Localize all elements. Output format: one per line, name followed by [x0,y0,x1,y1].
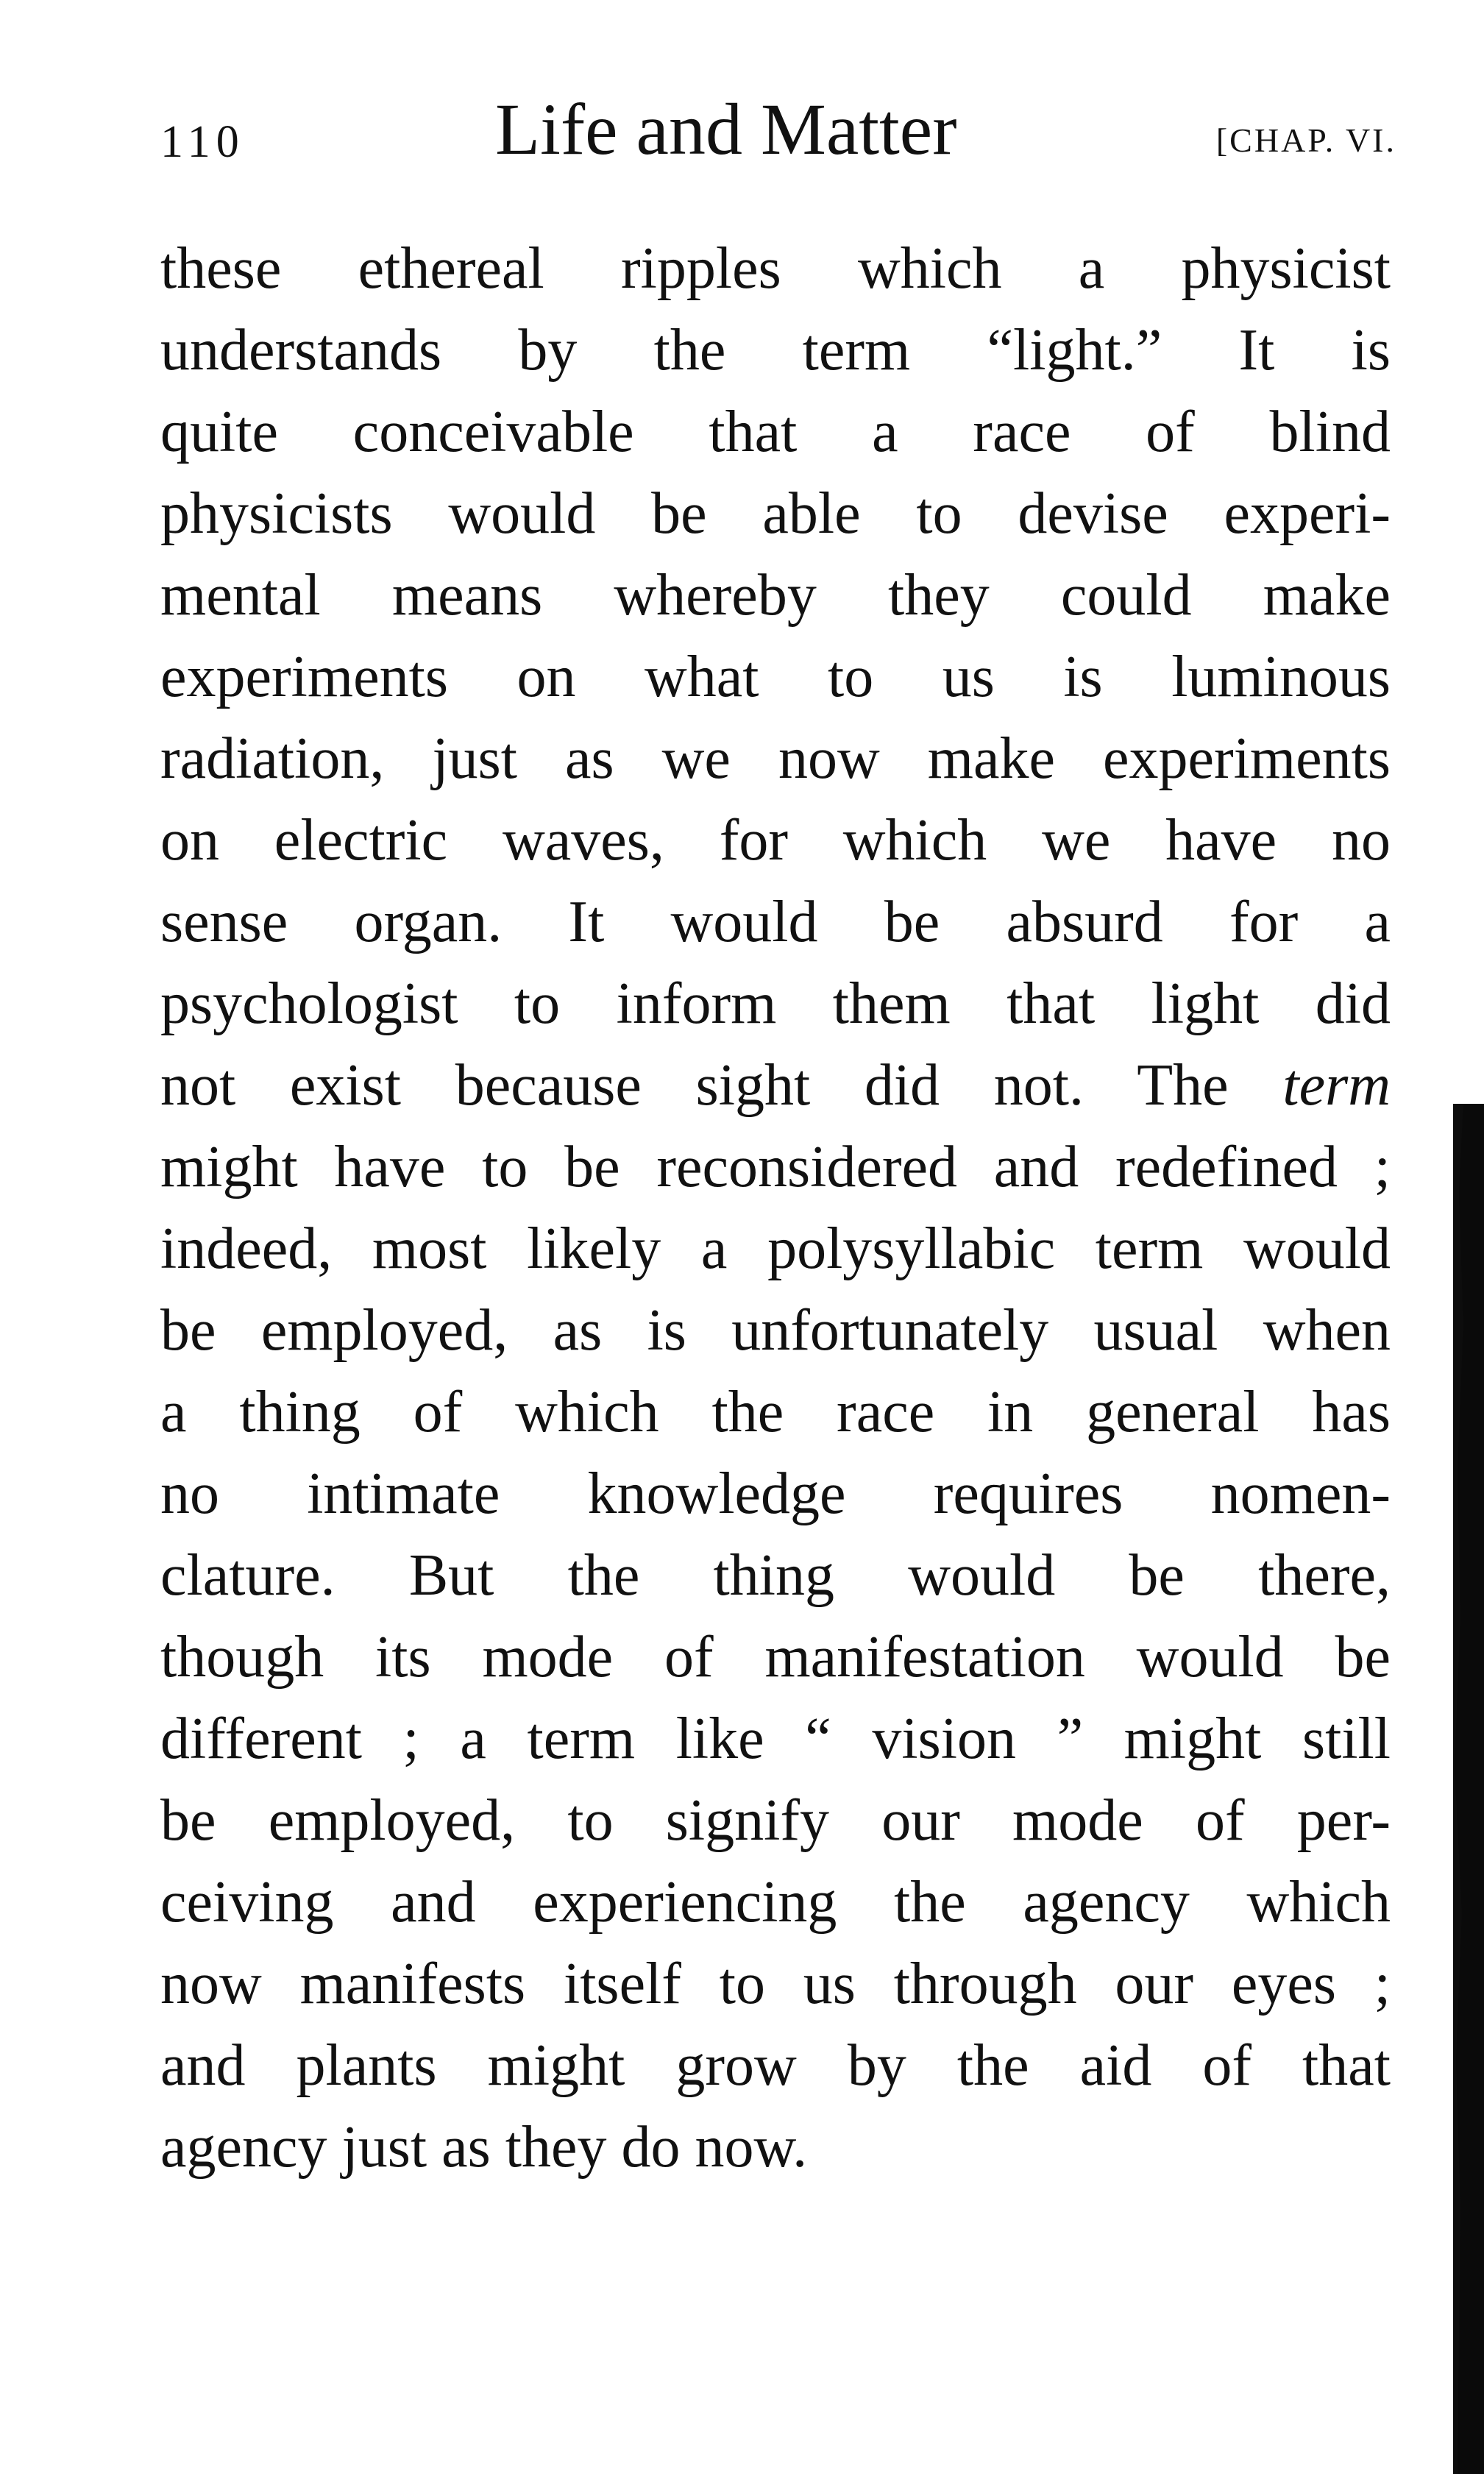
text-line: radiation, just as we now make experiments [160,726,1391,791]
text-line: though its mode of manifestation would be [160,1625,1391,1690]
text-line: might have to be reconsidered and redefined ; [160,1135,1391,1199]
text-line: on electric waves, for which we have no [160,808,1391,873]
italic-word: term [1282,1053,1391,1118]
text-line: clature. But the thing would be there, [160,1543,1391,1608]
book-title: Life and Matter [495,88,957,170]
text-line: be employed, to signify our mode of per- [160,1788,1391,1853]
text-line: psychologist to inform them that light did [160,971,1391,1036]
text-line: these ethereal ripples which a physicist [160,236,1391,301]
text-line: different ; a term like “ vision ” might still [160,1706,1391,1771]
text-line: be employed, as is unfortunately usual when [160,1298,1391,1363]
text-line: indeed, most likely a polysyllabic term would [160,1216,1391,1281]
text-line: mental means whereby they could make [160,563,1391,628]
text-line: a thing of which the race in general has [160,1380,1391,1445]
body-text [160,228,1391,2188]
text-line: and plants might grow by the aid of that [160,2033,1391,2098]
text-line: no intimate knowledge requires nomen- [160,1461,1391,1526]
text-line: now manifests itself to us through our eyes ; [160,1952,1391,2016]
text-line: understands by the term “light.” It is [160,318,1391,383]
chapter-reference: [CHAP. VI. [1215,121,1396,159]
text-line: ceiving and experiencing the agency which [160,1870,1391,1935]
text-segment: not exist because sight did not. The [160,1053,1283,1118]
page-number: 110 [160,117,245,167]
text-line: physicists would be able to devise experi- [160,481,1391,546]
scan-edge-shadow [1453,1104,1484,2474]
text-line: sense organ. It would be absurd for a [160,890,1391,954]
text-line: quite conceivable that a race of blind [160,400,1391,464]
text-line: experiments on what to us is luminous [160,645,1391,709]
text-line-with-italic [160,1045,1391,1127]
running-head [160,87,1396,182]
text-line-last: agency just as they do now. [160,2115,808,2180]
